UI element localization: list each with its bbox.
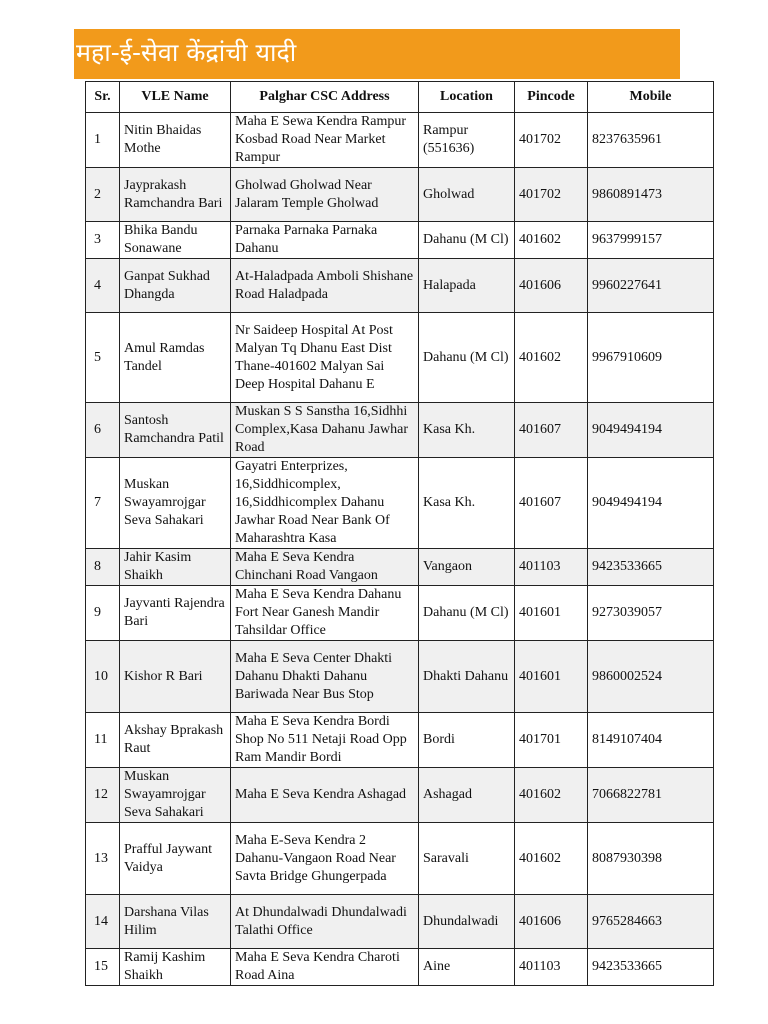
- pincode-cell: 401607: [515, 458, 588, 549]
- location-cell: Dhakti Dahanu: [419, 641, 515, 713]
- sr-cell: 14: [86, 895, 120, 949]
- table-row: [86, 259, 714, 313]
- page-title: महा-ई-सेवा केंद्रांची यादी: [76, 38, 297, 67]
- sr-cell: 15: [86, 949, 120, 986]
- address-cell: At-Haladpada Amboli Shishane Road Haladpada: [231, 259, 419, 313]
- pincode-cell: 401701: [515, 713, 588, 768]
- vle-name-cell: Jayprakash Ramchandra Bari: [120, 168, 231, 222]
- vle-name-cell: Bhika Bandu Sonawane: [120, 222, 231, 259]
- pincode-cell: 401602: [515, 313, 588, 403]
- mobile-cell: 9967910609: [588, 313, 714, 403]
- column-header-mobile: Mobile: [588, 82, 714, 113]
- column-header-location: Location: [419, 82, 515, 113]
- table-row: [86, 458, 714, 549]
- address-cell: Maha E Seva Kendra Dahanu Fort Near Ganesh Mandir Tahsildar Office: [231, 586, 419, 641]
- sr-cell: 12: [86, 768, 120, 823]
- pincode-cell: 401702: [515, 168, 588, 222]
- location-cell: Kasa Kh.: [419, 403, 515, 458]
- mobile-cell: 8087930398: [588, 823, 714, 895]
- pincode-cell: 401103: [515, 949, 588, 986]
- column-header-vle-name: VLE Name: [120, 82, 231, 113]
- mobile-cell: 9960227641: [588, 259, 714, 313]
- address-cell: Gholwad Gholwad Near Jalaram Temple Gholwad: [231, 168, 419, 222]
- table-row: [86, 823, 714, 895]
- mobile-cell: 9637999157: [588, 222, 714, 259]
- location-cell: Saravali: [419, 823, 515, 895]
- vle-name-cell: Prafful Jaywant Vaidya: [120, 823, 231, 895]
- pincode-cell: 401602: [515, 768, 588, 823]
- location-cell: Ashagad: [419, 768, 515, 823]
- vle-name-cell: Muskan Swayamrojgar Seva Sahakari: [120, 768, 231, 823]
- sr-cell: 13: [86, 823, 120, 895]
- mobile-cell: 9860891473: [588, 168, 714, 222]
- table-row: [86, 313, 714, 403]
- mobile-cell: 9049494194: [588, 458, 714, 549]
- sr-cell: 11: [86, 713, 120, 768]
- table-row: [86, 549, 714, 586]
- mobile-cell: 9049494194: [588, 403, 714, 458]
- sr-cell: 6: [86, 403, 120, 458]
- pincode-cell: 401606: [515, 259, 588, 313]
- vle-name-cell: Jahir Kasim Shaikh: [120, 549, 231, 586]
- column-header-sr: Sr.: [86, 82, 120, 113]
- location-cell: Rampur (551636): [419, 113, 515, 168]
- pincode-cell: 401601: [515, 641, 588, 713]
- mobile-cell: 9423533665: [588, 549, 714, 586]
- location-cell: Dhundalwadi: [419, 895, 515, 949]
- table-row: [86, 713, 714, 768]
- location-cell: Halapada: [419, 259, 515, 313]
- sr-cell: 4: [86, 259, 120, 313]
- table-row: [86, 949, 714, 986]
- pincode-cell: 401607: [515, 403, 588, 458]
- sr-cell: 2: [86, 168, 120, 222]
- mobile-cell: 9860002524: [588, 641, 714, 713]
- vle-name-cell: Ganpat Sukhad Dhangda: [120, 259, 231, 313]
- table-row: [86, 222, 714, 259]
- table-row: [86, 768, 714, 823]
- sr-cell: 8: [86, 549, 120, 586]
- csc-table: [85, 81, 714, 986]
- sr-cell: 7: [86, 458, 120, 549]
- location-cell: Dahanu (M Cl): [419, 586, 515, 641]
- sr-cell: 5: [86, 313, 120, 403]
- address-cell: Nr Saideep Hospital At Post Malyan Tq Dhanu East Dist Thane-401602 Malyan Sai Deep Hospital Dahanu E: [231, 313, 419, 403]
- location-cell: Dahanu (M Cl): [419, 313, 515, 403]
- sr-cell: 9: [86, 586, 120, 641]
- column-header-pincode: Pincode: [515, 82, 588, 113]
- address-cell: Maha E Seva Kendra Chinchani Road Vangaon: [231, 549, 419, 586]
- vle-name-cell: Akshay Bprakash Raut: [120, 713, 231, 768]
- pincode-cell: 401602: [515, 823, 588, 895]
- table-row: [86, 403, 714, 458]
- mobile-cell: 7066822781: [588, 768, 714, 823]
- title-banner: [74, 29, 680, 79]
- pincode-cell: 401103: [515, 549, 588, 586]
- vle-name-cell: Jayvanti Rajendra Bari: [120, 586, 231, 641]
- vle-name-cell: Ramij Kashim Shaikh: [120, 949, 231, 986]
- address-cell: Maha E Seva Kendra Ashagad: [231, 768, 419, 823]
- vle-name-cell: Kishor R Bari: [120, 641, 231, 713]
- mobile-cell: 8237635961: [588, 113, 714, 168]
- pincode-cell: 401702: [515, 113, 588, 168]
- table-row: [86, 168, 714, 222]
- vle-name-cell: Darshana Vilas Hilim: [120, 895, 231, 949]
- address-cell: Maha E Sewa Kendra Rampur Kosbad Road Near Market Rampur: [231, 113, 419, 168]
- location-cell: Vangaon: [419, 549, 515, 586]
- pincode-cell: 401602: [515, 222, 588, 259]
- mobile-cell: 9765284663: [588, 895, 714, 949]
- vle-name-cell: Nitin Bhaidas Mothe: [120, 113, 231, 168]
- address-cell: Maha E-Seva Kendra 2 Dahanu-Vangaon Road Near Savta Bridge Ghungerpada: [231, 823, 419, 895]
- column-header-address: Palghar CSC Address: [231, 82, 419, 113]
- vle-name-cell: Muskan Swayamrojgar Seva Sahakari: [120, 458, 231, 549]
- pincode-cell: 401601: [515, 586, 588, 641]
- address-cell: Parnaka Parnaka Parnaka Dahanu: [231, 222, 419, 259]
- pincode-cell: 401606: [515, 895, 588, 949]
- address-cell: Maha E Seva Kendra Charoti Road Aina: [231, 949, 419, 986]
- sr-cell: 10: [86, 641, 120, 713]
- sr-cell: 3: [86, 222, 120, 259]
- address-cell: Maha E Seva Kendra Bordi Shop No 511 Netaji Road Opp Ram Mandir Bordi: [231, 713, 419, 768]
- location-cell: Gholwad: [419, 168, 515, 222]
- address-cell: Maha E Seva Center Dhakti Dahanu Dhakti Dahanu Bariwada Near Bus Stop: [231, 641, 419, 713]
- vle-name-cell: Santosh Ramchandra Patil: [120, 403, 231, 458]
- mobile-cell: 8149107404: [588, 713, 714, 768]
- address-cell: Gayatri Enterprizes, 16,Siddhicomplex, 16,Siddhicomplex Dahanu Jawhar Road Near Bank Of Maharashtra Kasa: [231, 458, 419, 549]
- vle-name-cell: Amul Ramdas Tandel: [120, 313, 231, 403]
- mobile-cell: 9423533665: [588, 949, 714, 986]
- location-cell: Dahanu (M Cl): [419, 222, 515, 259]
- table-header-row: [86, 82, 714, 113]
- table-row: [86, 895, 714, 949]
- location-cell: Aine: [419, 949, 515, 986]
- address-cell: At Dhundalwadi Dhundalwadi Talathi Office: [231, 895, 419, 949]
- location-cell: Kasa Kh.: [419, 458, 515, 549]
- table-row: [86, 113, 714, 168]
- location-cell: Bordi: [419, 713, 515, 768]
- table-row: [86, 641, 714, 713]
- sr-cell: 1: [86, 113, 120, 168]
- mobile-cell: 9273039057: [588, 586, 714, 641]
- table-row: [86, 586, 714, 641]
- address-cell: Muskan S S Sanstha 16,Sidhhi Complex,Kasa Dahanu Jawhar Road: [231, 403, 419, 458]
